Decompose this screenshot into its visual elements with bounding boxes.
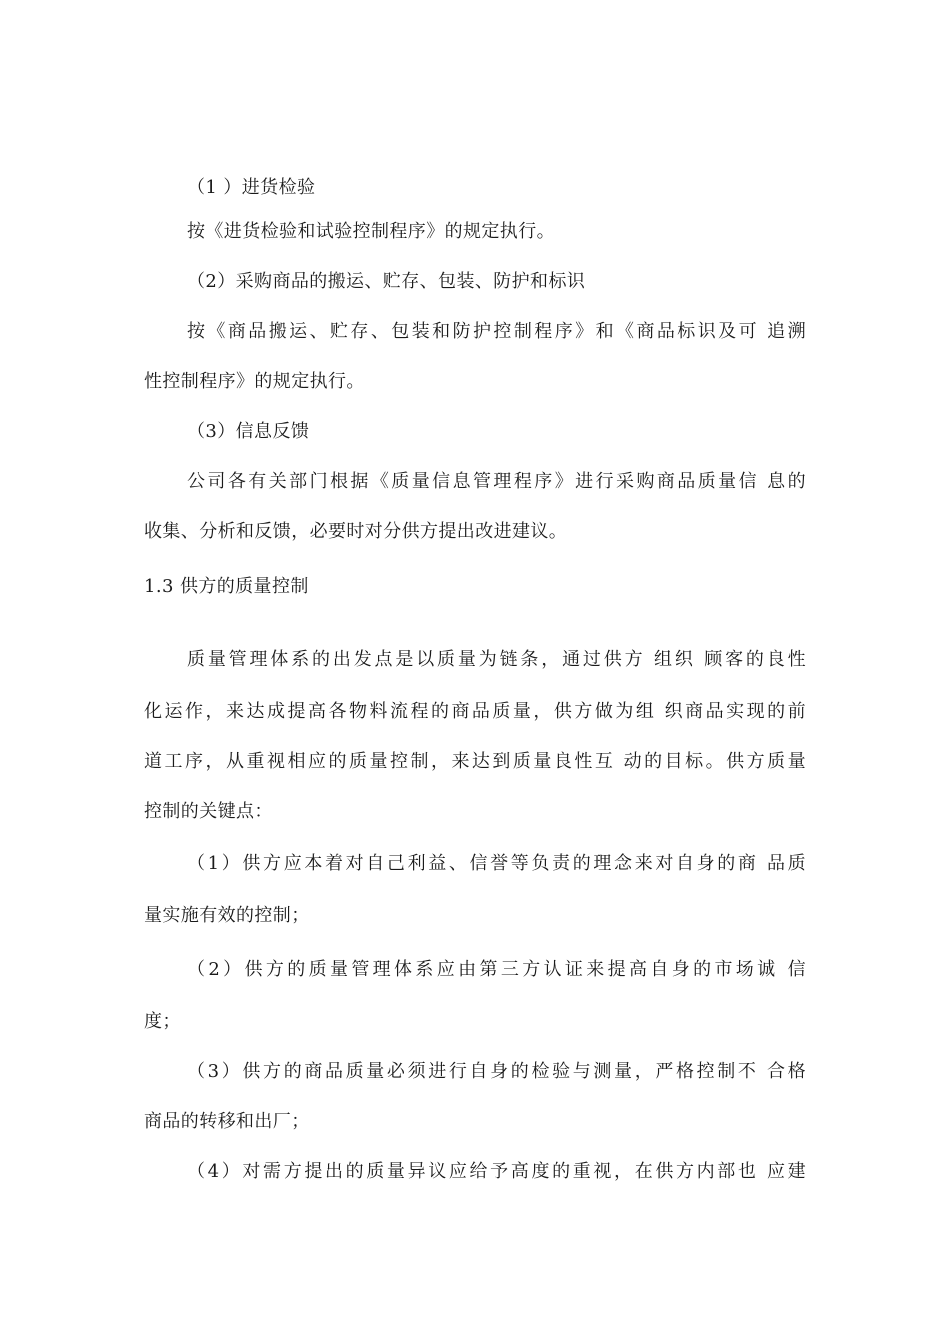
paragraph-line: 性控制程序》的规定执行。: [144, 371, 365, 392]
paragraph-line: 公司各有关部门根据《质量信息管理程序》进行采购商品质量信 息的: [187, 471, 806, 492]
list-item-line: （2）供方的质量管理体系应由第三方认证来提高自身的市场诚 信: [187, 959, 806, 980]
paragraph-line: 质量管理体系的出发点是以质量为链条，通过供方 组织 顾客的良性: [187, 649, 806, 670]
subheading-handling-storage: （2）采购商品的搬运、贮存、包装、防护和标识: [187, 271, 586, 292]
list-item-line: 度；: [144, 1011, 181, 1032]
paragraph-line: 道工序，从重视相应的质量控制，来达到质量良性互 动的目标。供方质量: [144, 751, 806, 772]
paragraph-line: 化运作，来达成提高各物料流程的商品质量，供方做为组 织商品实现的前: [144, 701, 806, 722]
subheading-incoming-inspection: （1 ）进货检验: [187, 177, 316, 198]
subheading-information-feedback: （3）信息反馈: [187, 421, 310, 442]
paragraph-line: 按《商品搬运、贮存、包装和防护控制程序》和《商品标识及可 追溯: [187, 321, 806, 342]
paragraph-line: 按《进货检验和试验控制程序》的规定执行。: [187, 221, 555, 242]
list-item-line: （3）供方的商品质量必须进行自身的检验与测量，严格控制不 合格: [187, 1061, 806, 1082]
list-item-line: 量实施有效的控制；: [144, 905, 310, 926]
list-item-line: 商品的转移和出厂；: [144, 1111, 310, 1132]
paragraph-line: 收集、分析和反馈，必要时对分供方提出改进建议。: [144, 521, 568, 542]
paragraph-line: 控制的关键点：: [144, 801, 273, 822]
list-item-line: （1）供方应本着对自己利益、信誉等负责的理念来对自身的商 品质: [187, 853, 806, 874]
list-item-line: （4）对需方提出的质量异议应给予高度的重视，在供方内部也 应建: [187, 1161, 806, 1182]
section-heading: 1.3 供方的质量控制: [144, 576, 309, 597]
